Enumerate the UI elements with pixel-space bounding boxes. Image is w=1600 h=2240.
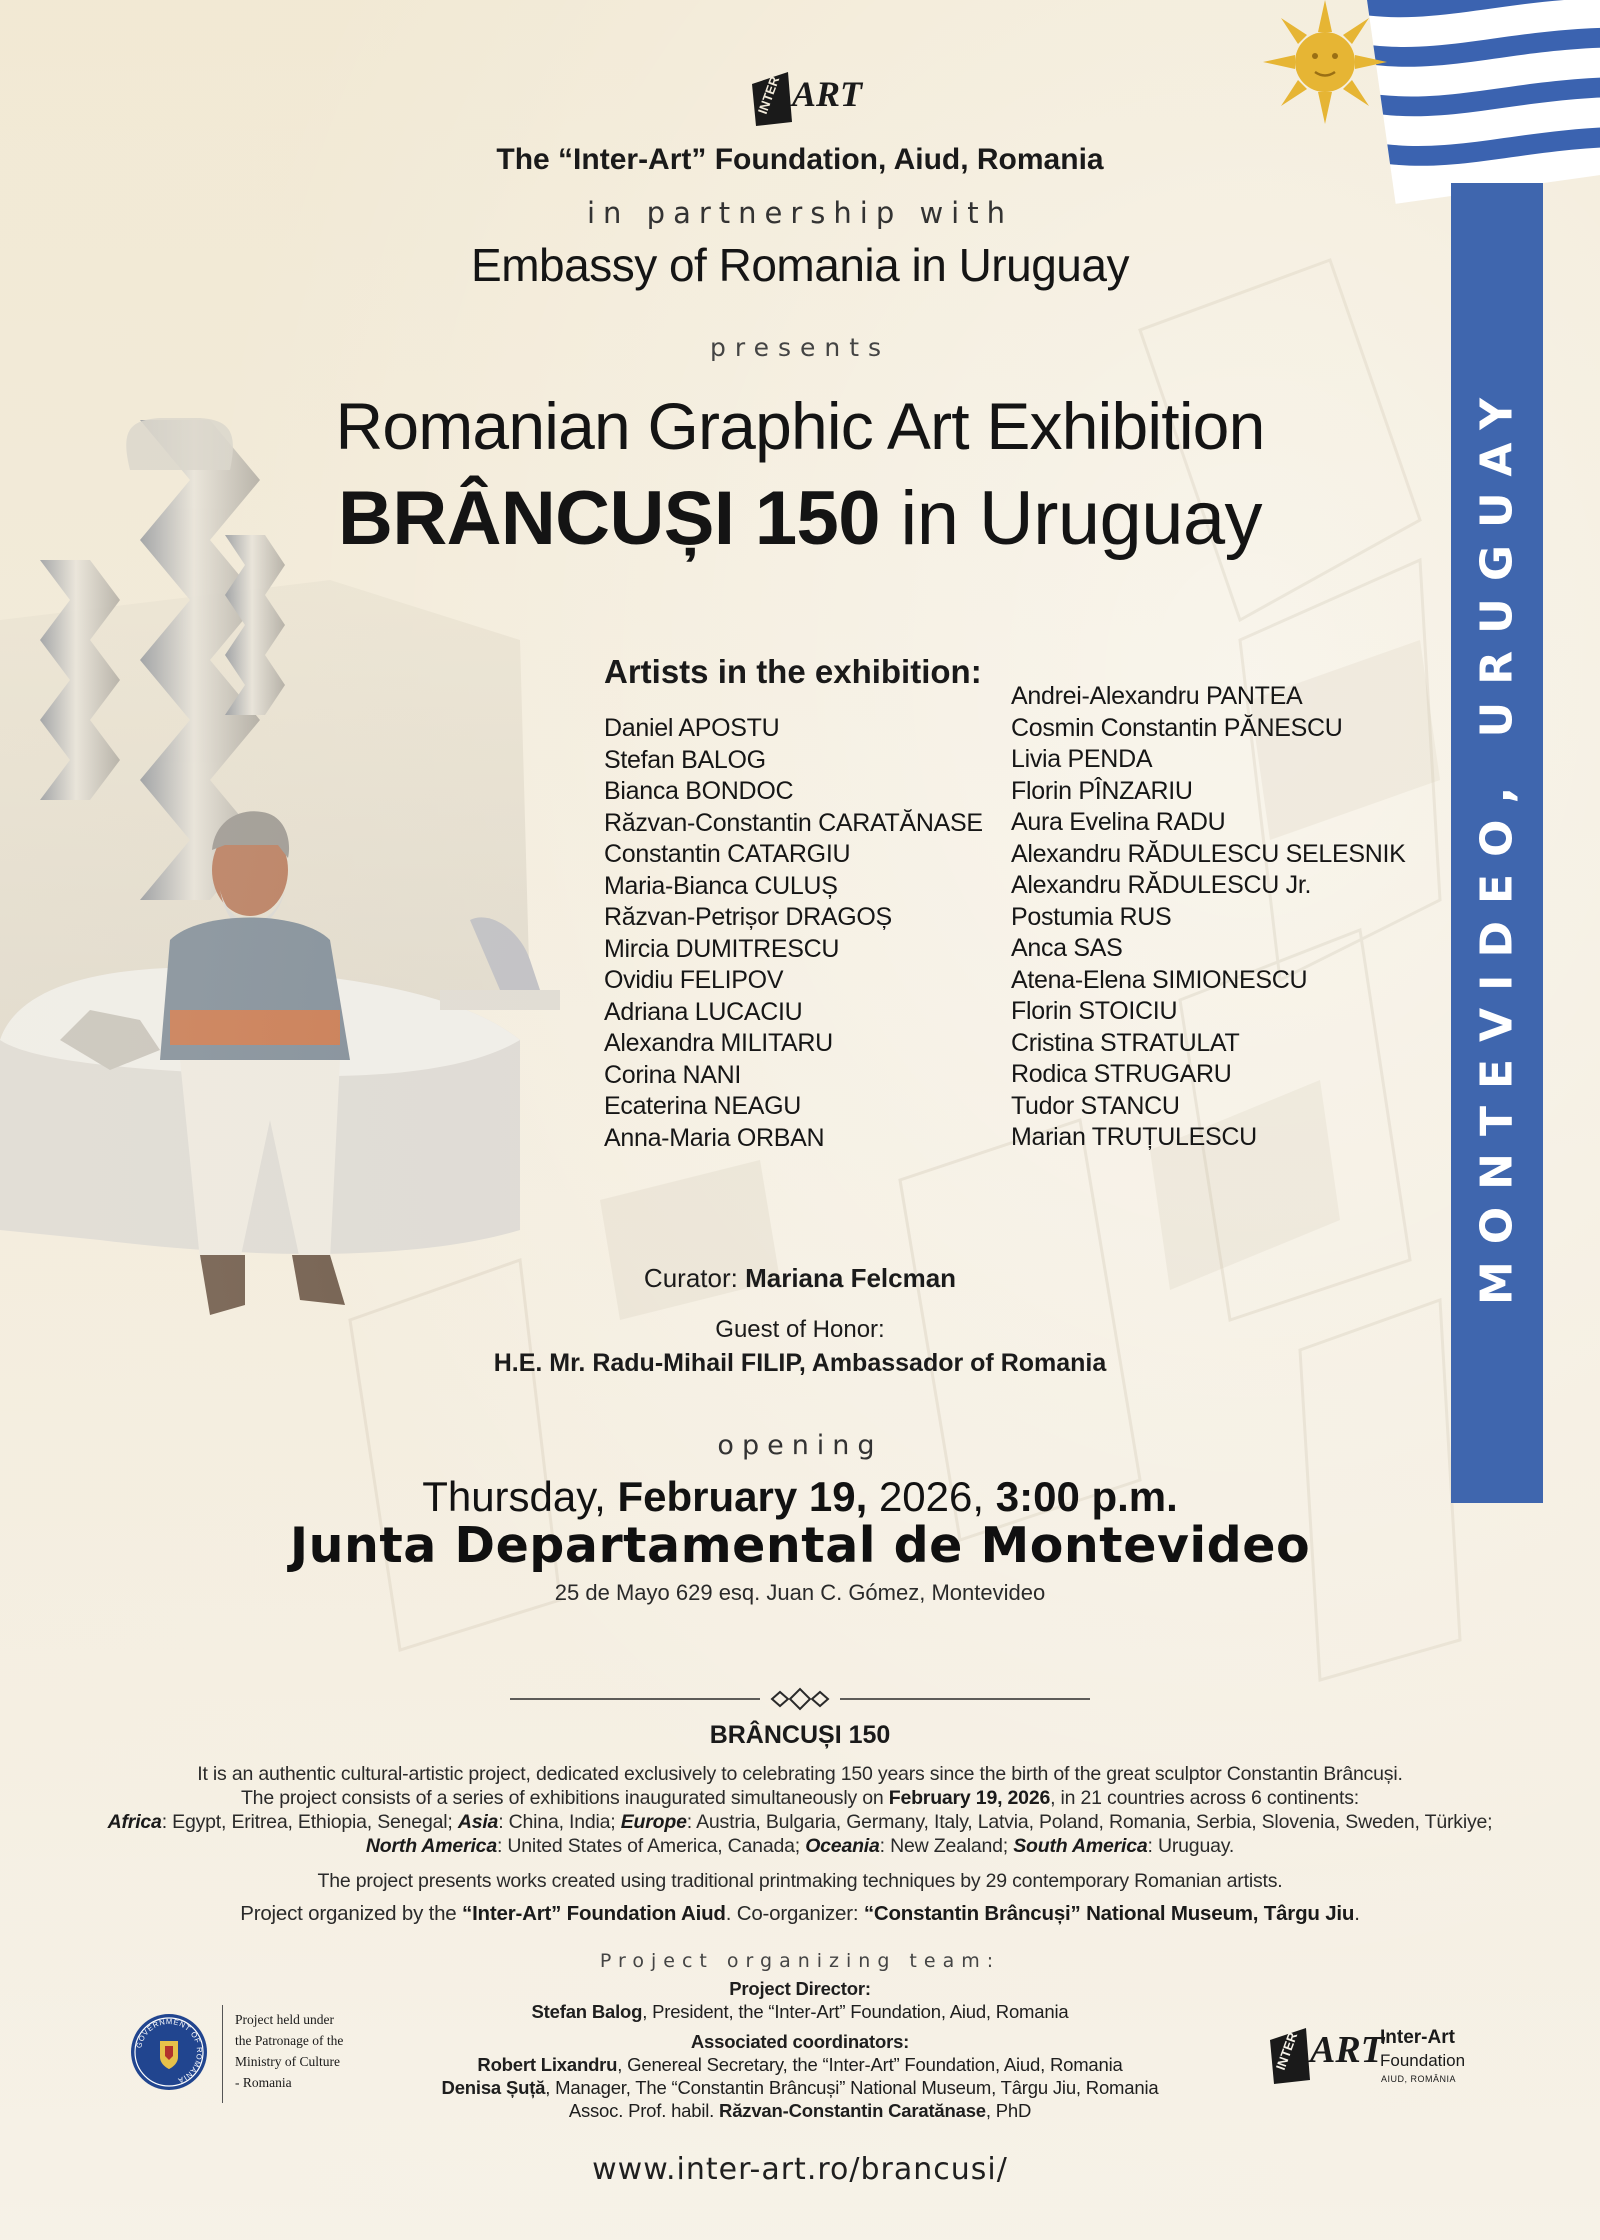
artist-name: Ovidiu FELIPOV: [604, 966, 784, 994]
artist-name: Atena-Elena SIMIONESCU: [1011, 965, 1308, 994]
team-label: Project organizing team:: [599, 1950, 1001, 1972]
opening-day: Thursday,: [422, 1473, 618, 1520]
project-title: BRÂNCUȘI 150: [709, 1721, 891, 1749]
north-america-countries: : United States of America, Canada;: [496, 1835, 806, 1857]
artist-name: Cosmin Constantin PĂNESCU: [1011, 713, 1343, 742]
south-america-label: South America: [1013, 1835, 1148, 1857]
coordinator-name: Răzvan-Constantin Caratănase: [719, 2100, 986, 2121]
coordinator-role: , Genereal Secretary, the “Inter-Art” Foundation, Aiud, Romania: [617, 2054, 1123, 2075]
project-date-bold: February 19, 2026: [888, 1787, 1051, 1809]
artist-name: Corina NANI: [604, 1060, 742, 1089]
logo-inter-text: INTER: [754, 74, 783, 117]
footer-logo-location: AIUD, ROMÂNIA: [1381, 2074, 1457, 2084]
side-banner-text: MONTEVIDEO, URUGUAY: [1471, 380, 1523, 1306]
artist-name: Anna-Maria ORBAN: [604, 1123, 825, 1152]
government-of-romania-seal-icon: [130, 2013, 208, 2091]
artist-name: Constantin CATARGIU: [604, 840, 851, 868]
project-line-1: It is an authentic cultural-artistic project, dedicated exclusively to celebrating 150 years since the birth of the great sculptor Constantin Brâncuși.: [197, 1763, 1403, 1785]
artist-name: Răzvan-Constantin CARATĂNASE: [604, 808, 983, 837]
side-location-banner: [1451, 183, 1543, 1503]
africa-label: Africa: [107, 1811, 162, 1833]
ornament-divider: [510, 1686, 1090, 1712]
exhibition-title: Romanian Graphic Art Exhibition: [335, 389, 1265, 463]
opening-label: opening: [717, 1430, 883, 1461]
artist-name: Alexandra MILITARU: [604, 1029, 833, 1057]
logo-art-text: ART: [792, 74, 863, 114]
footer-logo-name: Inter-Art: [1380, 2027, 1455, 2048]
artist-name: Adriana LUCACIU: [604, 997, 803, 1026]
guest-of-honor-name: H.E. Mr. Radu-Mihail FILIP, Ambassador of Romania: [493, 1349, 1107, 1377]
artist-name: Postumia RUS: [1011, 902, 1172, 931]
artist-name: Alexandru RĂDULESCU SELESNIK: [1011, 839, 1406, 868]
director-name: Stefan Balog: [531, 2001, 643, 2022]
artist-name: Andrei-Alexandru PANTEA: [1011, 682, 1303, 710]
artist-name: Ecaterina NEAGU: [604, 1092, 801, 1120]
europe-label: Europe: [620, 1811, 687, 1833]
asia-countries: : China, India;: [498, 1811, 621, 1833]
artist-name: Răzvan-Petrișor DRAGOȘ: [604, 903, 892, 931]
curator-line: [0, 1263, 1600, 1294]
artist-name: Stefan BALOG: [604, 745, 766, 774]
coordinator-role: , Manager, The “Constantin Brâncuși” National Museum, Târgu Jiu, Romania: [545, 2077, 1159, 2098]
partnership-text: in partnership with: [587, 196, 1013, 230]
organized-by-text: Project organized by the: [240, 1902, 463, 1925]
embassy-title: Embassy of Romania in Uruguay: [471, 239, 1129, 291]
coordinator-name: Denisa Șuță: [441, 2077, 546, 2098]
asia-label: Asia: [457, 1811, 499, 1833]
opening-time: 3:00 p.m.: [995, 1473, 1178, 1520]
artist-name: Mircia DUMITRESCU: [604, 934, 840, 963]
project-line-3: [60, 1810, 1540, 1834]
project-line-5: The project presents works created using traditional printmaking techniques by 29 contemporary Romanian artists.: [317, 1870, 1283, 1892]
exhibition-subtitle: [0, 475, 1600, 562]
artist-name: Rodica STRUGARU: [1011, 1060, 1232, 1088]
artist-name: Cristina STRATULAT: [1011, 1028, 1240, 1057]
coordinator-prefix: Assoc. Prof. habil.: [568, 2100, 720, 2121]
africa-countries: : Egypt, Eritrea, Ethiopia, Senegal;: [161, 1811, 458, 1833]
artists-heading: Artists in the exhibition:: [604, 653, 982, 690]
north-america-label: North America: [365, 1835, 497, 1857]
inter-art-logo-icon: [748, 66, 863, 128]
artist-name: Bianca BONDOC: [604, 777, 794, 805]
opening-year: 2026,: [867, 1473, 996, 1520]
brancusi-150-title: BRÂNCUȘI 150: [338, 476, 880, 561]
venue-address: 25 de Mayo 629 esq. Juan C. Gómez, Montevideo: [554, 1580, 1046, 1605]
artist-name: Daniel APOSTU: [604, 714, 780, 742]
artist-name: Aura Evelina RADU: [1011, 808, 1226, 836]
patronage-line: - Romania: [235, 2075, 292, 2090]
artist-name: Alexandru RĂDULESCU Jr.: [1011, 871, 1312, 899]
curator-label: Curator:: [643, 1263, 746, 1293]
artist-name: Tudor STANCU: [1011, 1091, 1180, 1120]
artist-name: Florin PÎNZARIU: [1011, 776, 1193, 805]
line-6-end: .: [1354, 1902, 1360, 1925]
coordinator-name: Robert Lixandru: [477, 2054, 618, 2075]
footer-logo-art-text: ART: [1310, 2029, 1384, 2071]
project-line-2: [60, 1786, 1540, 1810]
patronage-line: the Patronage of the: [235, 2033, 344, 2048]
patronage-line: Project held under: [235, 2012, 334, 2027]
coordinators-heading: Associated coordinators:: [690, 2031, 910, 2052]
patronage-text: [235, 2009, 385, 2093]
artist-name: Livia PENDA: [1011, 745, 1153, 773]
oceania-label: Oceania: [805, 1835, 880, 1857]
organizer-name: “Inter-Art” Foundation Aiud: [462, 1902, 726, 1925]
artists-column-a: [604, 713, 983, 1154]
director-heading: Project Director:: [729, 1978, 871, 1999]
seal-text: GOVERNMENT OF ROMANIA: [134, 2016, 205, 2086]
opening-date: [0, 1473, 1600, 1521]
coordinator-role: , PhD: [985, 2100, 1032, 2121]
in-uruguay-text: in Uruguay: [879, 476, 1262, 561]
project-line-2-pre: The project consists of a series of exhibitions inaugurated simultaneously on: [240, 1787, 889, 1809]
oceania-countries: : New Zealand;: [879, 1835, 1014, 1857]
artist-name: Marian TRUȚULESCU: [1011, 1123, 1257, 1151]
co-organizer-name: “Constantin Brâncuși” National Museum, Târgu Jiu: [863, 1902, 1355, 1925]
artist-name: Florin STOICIU: [1011, 997, 1178, 1025]
project-line-4: [60, 1834, 1540, 1858]
artists-column-b: [1011, 681, 1406, 1154]
artist-name: Maria-Bianca CULUȘ: [604, 871, 838, 900]
presents-text: presents: [709, 333, 891, 362]
artist-name: Anca SAS: [1011, 934, 1123, 962]
co-organizer-label: . Co-organizer:: [725, 1902, 864, 1925]
website-link[interactable]: www.inter-art.ro/brancusi/: [592, 2152, 1008, 2187]
inter-art-foundation-logo-icon: [1266, 2020, 1384, 2086]
europe-countries: : Austria, Bulgaria, Germany, Italy, Latvia, Poland, Romania, Serbia, Slovenia, Sweden, Türkiye;: [686, 1811, 1493, 1833]
seal-divider: [222, 2005, 223, 2103]
project-line-6: [60, 1902, 1540, 1926]
patronage-line: Ministry of Culture: [235, 2054, 340, 2069]
venue-name: Junta Departamental de Montevideo: [289, 1517, 1311, 1574]
curator-name: Mariana Felcman: [745, 1263, 957, 1293]
guest-of-honor-label: Guest of Honor:: [715, 1316, 885, 1343]
director-role: , President, the “Inter-Art” Foundation, Aiud, Romania: [642, 2001, 1069, 2022]
south-america-countries: : Uruguay.: [1147, 1835, 1235, 1857]
footer-logo-sub: Foundation: [1380, 2051, 1466, 2070]
footer-logo-inter-text: INTER: [1272, 2030, 1301, 2073]
opening-date-bold: February 19,: [617, 1473, 868, 1520]
foundation-title: The “Inter-Art” Foundation, Aiud, Romania: [496, 143, 1104, 176]
coordinator-line: [0, 2099, 1600, 2122]
project-line-2-post: , in 21 countries across 6 continents:: [1050, 1787, 1360, 1809]
